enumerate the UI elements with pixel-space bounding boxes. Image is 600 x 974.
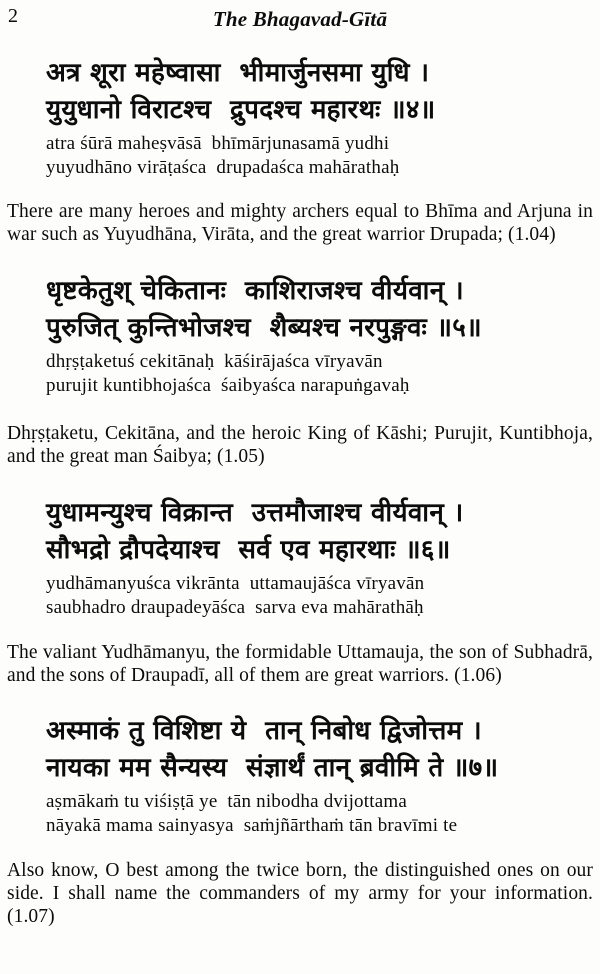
sanskrit-line: धृष्टकेतुश् चेकितानः काशिराजश्च वीर्यवान् । xyxy=(46,276,464,306)
transliteration-line: atra śūrā maheṣvāsā bhīmārjunasamā yudhi xyxy=(46,133,390,154)
transliteration-line: aṣmākaṁ tu viśiṣṭā ye tān nibodha dvijottama xyxy=(46,791,407,812)
transliteration-line: saubhadro draupadeyāśca sarva eva mahārathāḥ xyxy=(46,597,424,618)
transliteration-line: yuyudhāno virāṭaśca drupadaśca mahārathaḥ xyxy=(46,157,400,178)
sanskrit-line: अस्माकं तु विशिष्टा ये तान् निबोध द्विजोत्तम । xyxy=(46,716,482,746)
transliteration-group xyxy=(46,572,580,620)
transliteration-line: yudhāmanyuśca vikrānta uttamaujāśca vīryavān xyxy=(46,573,425,594)
transliteration-group xyxy=(46,350,580,398)
page-header xyxy=(0,0,600,33)
verse-block-1-07 xyxy=(46,713,580,838)
sanskrit-line: युधामन्युश्च विक्रान्त उत्तमौजाश्च वीर्यवान् । xyxy=(46,498,464,528)
transliteration-line: dhṛṣṭaketuś cekitānaḥ kāśirājaśca vīryavān xyxy=(46,351,383,372)
translation-paragraph-1-07: Also know, O best among the twice born, the distinguished ones on our side. I shall name the commanders of my army for your information. (1.07) xyxy=(7,860,593,927)
transliteration-line: purujit kuntibhojaśca śaibyaśca narapuṅgavaḥ xyxy=(46,375,410,396)
translation-paragraph-1-06: The valiant Yudhāmanyu, the formidable Uttamauja, the son of Subhadrā, and the sons of Draupadī, all of them are great warriors. (1.06) xyxy=(7,642,593,686)
transliteration-group xyxy=(46,790,580,838)
sanskrit-line: अत्र शूरा महेष्वासा भीमार्जुनसमा युधि । xyxy=(46,58,430,88)
translation-paragraph-1-05: Dhṛṣṭaketu, Cekitāna, and the heroic King of Kāshi; Purujit, Kuntibhoja, and the great man Śaibya; (1.05) xyxy=(7,423,593,467)
book-title: The Bhagavad-Gītā xyxy=(212,7,388,31)
verse-block-1-04 xyxy=(46,55,580,180)
page-number: 2 xyxy=(8,5,18,27)
sanskrit-line: नायका मम सैन्यस्य संज्ञार्थं तान् ब्रवीमि ते ॥७॥ xyxy=(46,753,499,783)
transliteration-group xyxy=(46,132,580,180)
sanskrit-line: सौभद्रो द्रौपदेयाश्च सर्व एव महारथाः ॥६॥ xyxy=(46,535,451,565)
sanskrit-line: पुरुजित् कुन्तिभोजश्च शैब्यश्च नरपुङ्गवः ॥५॥ xyxy=(46,313,482,343)
translation-paragraph-1-04: There are many heroes and mighty archers equal to Bhīma and Arjuna in war such as Yuyudhāna, Virāta, and the great warrior Drupada; (1.04) xyxy=(7,201,593,245)
sanskrit-line: युयुधानो विराटश्च द्रुपदश्च महारथः ॥४॥ xyxy=(46,95,436,125)
transliteration-line: nāyakā mama sainyasya saṁjñārthaṁ tān bravīmi te xyxy=(46,815,458,836)
verse-block-1-06 xyxy=(46,495,580,620)
verse-block-1-05 xyxy=(46,273,580,398)
